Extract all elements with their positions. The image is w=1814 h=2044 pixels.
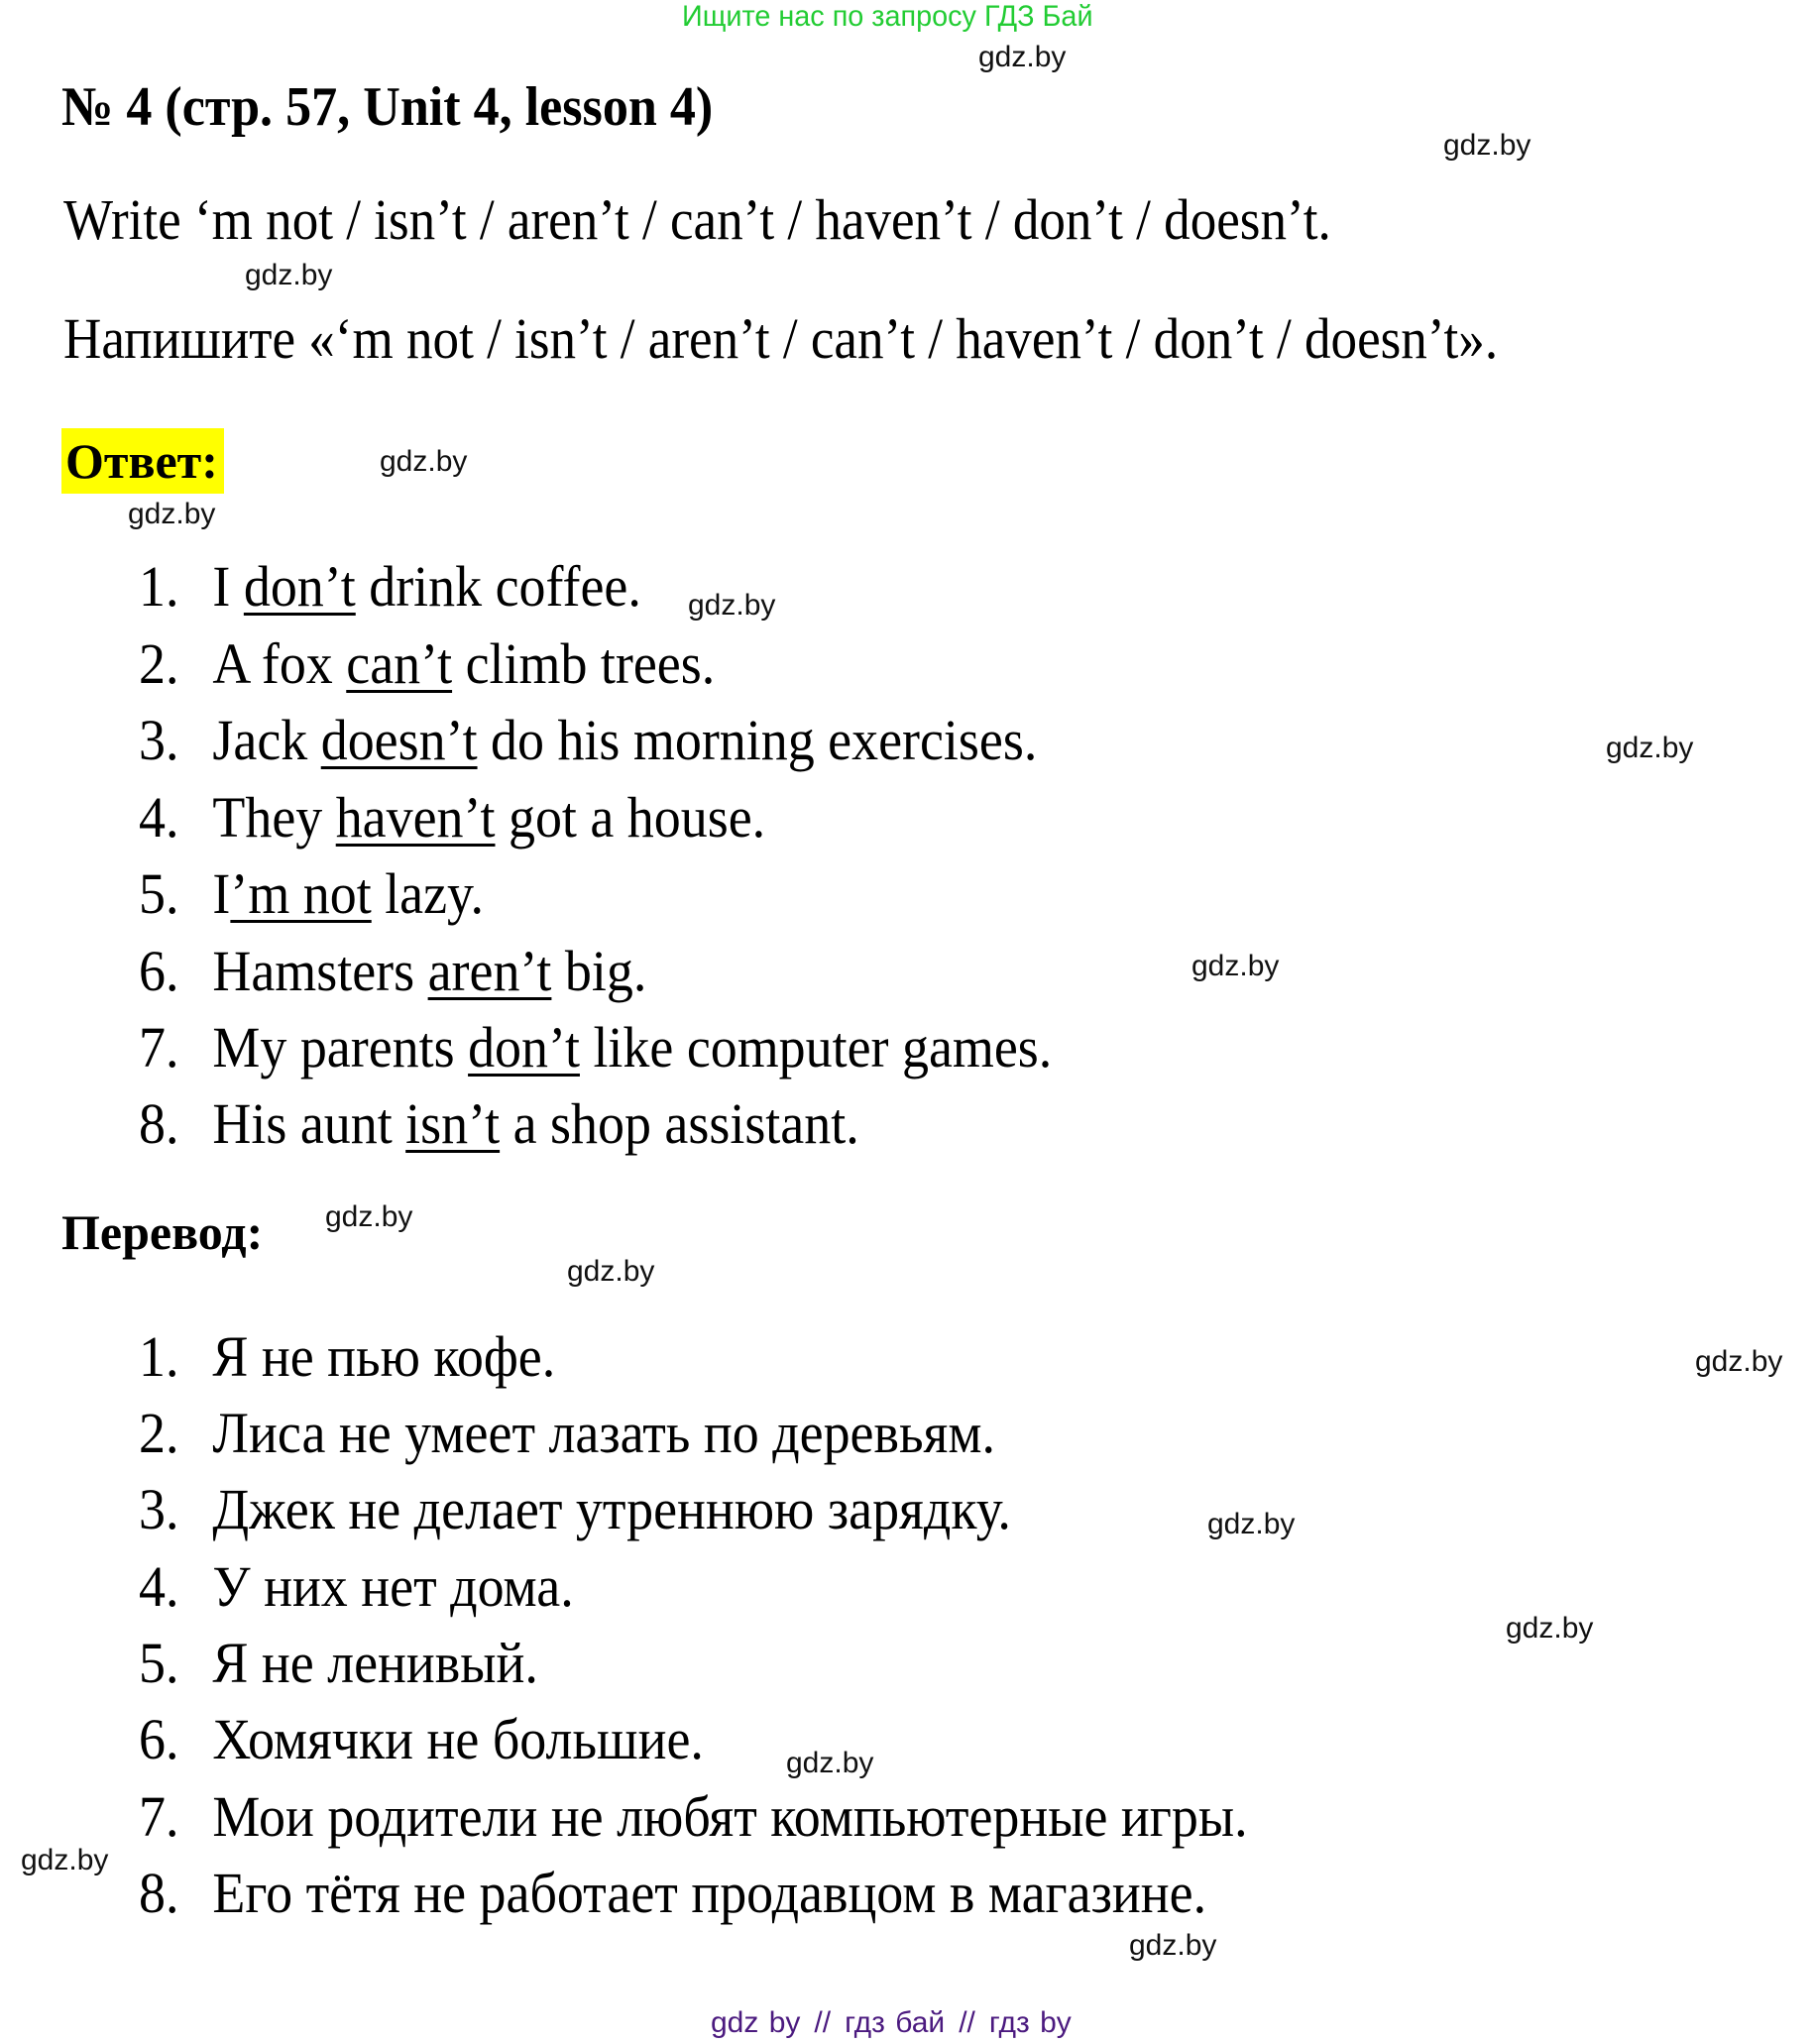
answer-highlight: aren’t bbox=[427, 939, 552, 1003]
item-number: 4. bbox=[139, 1554, 179, 1619]
translation-item-7 bbox=[139, 1784, 1248, 1849]
translation-text: Я не ленивый. bbox=[212, 1631, 538, 1695]
item-number: 7. bbox=[139, 1784, 179, 1849]
watermark: gdz.by bbox=[1191, 950, 1280, 982]
answer-text-after: a shop assistant. bbox=[500, 1091, 859, 1156]
footer-link-gdz-by-2[interactable]: гдз by bbox=[988, 2006, 1072, 2039]
answer-text-before: I bbox=[212, 554, 244, 619]
answer-text-before: Hamsters bbox=[212, 939, 428, 1003]
translation-item-2 bbox=[139, 1401, 995, 1465]
answer-highlight: doesn’t bbox=[320, 708, 478, 772]
watermark: gdz.by bbox=[1506, 1612, 1594, 1645]
watermark: gdz.by bbox=[245, 259, 333, 291]
watermark: gdz.by bbox=[21, 1844, 109, 1876]
item-number: 3. bbox=[139, 708, 179, 772]
watermark: gdz.by bbox=[128, 498, 216, 530]
watermark: gdz.by bbox=[978, 41, 1067, 73]
translation-item-1 bbox=[139, 1324, 556, 1389]
footer-link-gdz-bai[interactable]: гдз бай bbox=[845, 2006, 946, 2039]
item-number: 6. bbox=[139, 1707, 179, 1771]
translation-item-3 bbox=[139, 1477, 1011, 1541]
answer-text-before: A fox bbox=[212, 631, 347, 696]
answer-item-5 bbox=[139, 861, 485, 926]
translation-item-4 bbox=[139, 1554, 574, 1619]
answer-text-before: His aunt bbox=[212, 1091, 406, 1156]
translation-text: Я не пью кофе. bbox=[212, 1324, 556, 1389]
item-number: 3. bbox=[139, 1477, 179, 1541]
watermark: gdz.by bbox=[1443, 129, 1531, 162]
answer-item-3 bbox=[139, 708, 1038, 772]
answer-highlight: haven’t bbox=[335, 785, 496, 850]
watermark: gdz.by bbox=[380, 445, 468, 478]
instruction-english: Write ‘m not / isn’t / aren’t / can’t / haven’t / don’t / doesn’t. bbox=[63, 187, 1331, 252]
item-number: 1. bbox=[139, 554, 179, 619]
answer-item-8 bbox=[139, 1091, 859, 1156]
footer-links bbox=[711, 2008, 1072, 2038]
item-number: 2. bbox=[139, 1401, 179, 1465]
answer-item-2 bbox=[139, 631, 716, 696]
answer-text-after: lazy. bbox=[371, 861, 485, 926]
answer-text-before: I bbox=[212, 861, 231, 926]
item-number: 5. bbox=[139, 861, 179, 926]
answer-highlight: don’t bbox=[468, 1015, 580, 1079]
answer-text-after: got a house. bbox=[495, 785, 766, 850]
answer-item-1 bbox=[139, 554, 641, 619]
footer-separator: // bbox=[959, 2006, 975, 2039]
translation-item-5 bbox=[139, 1631, 538, 1695]
answer-text-after: climb trees. bbox=[452, 631, 716, 696]
item-number: 8. bbox=[139, 1091, 179, 1156]
translation-text: Его тётя не работает продавцом в магазине. bbox=[212, 1861, 1207, 1925]
translation-item-8 bbox=[139, 1861, 1207, 1925]
watermark: gdz.by bbox=[1129, 1929, 1217, 1962]
answer-item-6 bbox=[139, 939, 647, 1003]
answer-text-before: They bbox=[212, 785, 336, 850]
answer-text-after: big. bbox=[551, 939, 647, 1003]
watermark: gdz.by bbox=[567, 1255, 655, 1288]
watermark: gdz.by bbox=[325, 1200, 413, 1233]
translation-text: Джек не делает утреннюю зарядку. bbox=[212, 1477, 1011, 1541]
watermark: gdz.by bbox=[786, 1747, 874, 1779]
answer-text-after: like computer games. bbox=[579, 1015, 1053, 1079]
answer-highlight: isn’t bbox=[405, 1091, 501, 1156]
page-title: № 4 (стр. 57, Unit 4, lesson 4) bbox=[61, 76, 714, 138]
translation-text: Мои родители не любят компьютерные игры. bbox=[212, 1784, 1248, 1849]
watermark: gdz.by bbox=[1207, 1508, 1296, 1540]
answer-highlight: can’t bbox=[346, 631, 453, 696]
translation-text: Лиса не умеет лазать по деревьям. bbox=[212, 1401, 995, 1465]
item-number: 8. bbox=[139, 1861, 179, 1925]
watermark: gdz.by bbox=[688, 589, 776, 622]
translation-text: У них нет дома. bbox=[212, 1554, 574, 1619]
answer-text-after: drink coffee. bbox=[355, 554, 641, 619]
item-number: 4. bbox=[139, 785, 179, 850]
item-number: 5. bbox=[139, 1631, 179, 1695]
answer-text-before: My parents bbox=[212, 1015, 469, 1079]
item-number: 6. bbox=[139, 939, 179, 1003]
answer-item-4 bbox=[139, 785, 766, 850]
item-number: 2. bbox=[139, 631, 179, 696]
answer-heading: Ответ: bbox=[61, 428, 224, 494]
promo-banner: Ищите нас по запросу ГДЗ Бай bbox=[682, 0, 1093, 33]
translation-item-6 bbox=[139, 1707, 704, 1771]
watermark: gdz.by bbox=[1695, 1345, 1783, 1378]
footer-separator: // bbox=[814, 2006, 832, 2039]
watermark: gdz.by bbox=[1606, 732, 1694, 764]
item-number: 1. bbox=[139, 1324, 179, 1389]
item-number: 7. bbox=[139, 1015, 179, 1079]
footer-link-gdz-by[interactable]: gdz by bbox=[711, 2006, 801, 2039]
answer-highlight: ’m not bbox=[230, 861, 372, 926]
instruction-russian: Напишите «‘m not / isn’t / aren’t / can’t / haven’t / don’t / doesn’t». bbox=[63, 306, 1499, 371]
answer-highlight: don’t bbox=[243, 554, 356, 619]
translation-heading: Перевод: bbox=[61, 1204, 264, 1260]
translation-text: Хомячки не большие. bbox=[212, 1707, 704, 1771]
answer-item-7 bbox=[139, 1015, 1053, 1079]
answer-text-after: do his morning exercises. bbox=[477, 708, 1038, 772]
answer-text-before: Jack bbox=[212, 708, 321, 772]
